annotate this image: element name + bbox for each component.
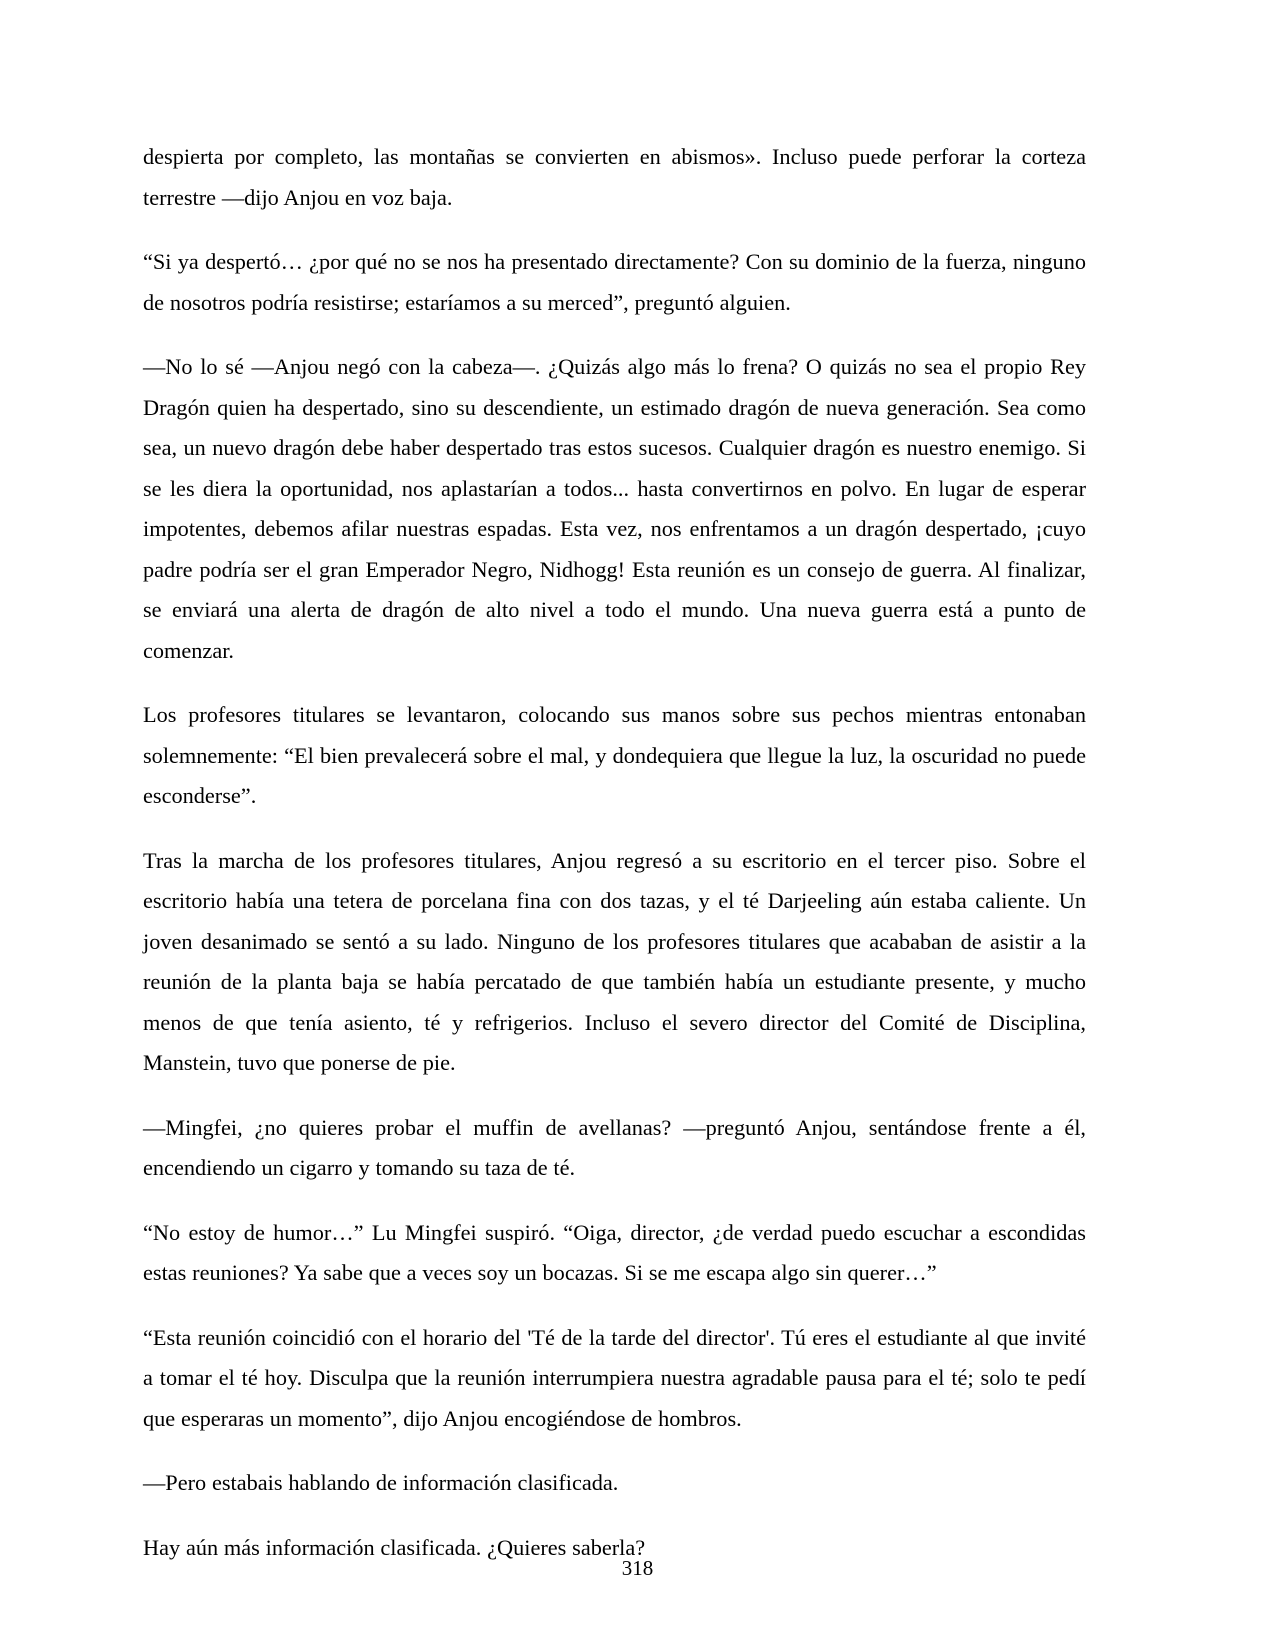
paragraph: Hay aún más información clasificada. ¿Quieres saberla? — [143, 1534, 646, 1560]
paragraph: Los profesores titulares se levantaron, colocando sus manos sobre sus pechos mientras entonaban solemnemente: “El bien prevalecerá sobre el mal, y dondequiera que llegue la luz, la oscuridad no puede esconderse”. — [143, 702, 1086, 808]
paragraph: “No estoy de humor…” Lu Mingfei suspiró. “Oiga, director, ¿de verdad puedo escuchar a escondidas estas reuniones? Ya sabe que a veces soy un bocazas. Si se me escapa algo sin querer…” — [143, 1219, 1086, 1285]
paragraph: Tras la marcha de los profesores titulares, Anjou regresó a su escritorio en el tercer piso. Sobre el escritorio había una tetera de porcelana fina con dos tazas, y el té Darjeeling aún estaba caliente. Un joven desanimado se sentó a su lado. Ninguno de los profesores titulares que acababan de asistir a la reunión de la planta baja se había percatado de que también había un estudiante presente, y mucho menos de que tenía asiento, té y refrigerios. Incluso el severo director del Comité de Disciplina, Manstein, tuvo que ponerse de pie. — [143, 847, 1086, 1075]
paragraph: —Mingfei, ¿no quieres probar el muffin de avellanas? —preguntó Anjou, sentándose frente a él, encendiendo un cigarro y tomando su taza de té. — [143, 1114, 1086, 1180]
page-body-text — [143, 137, 1086, 1568]
paragraph: despierta por completo, las montañas se convierten en abismos». Incluso puede perforar la corteza terrestre —dijo Anjou en voz baja. — [143, 144, 1086, 210]
paragraph: “Si ya despertó… ¿por qué no se nos ha presentado directamente? Con su dominio de la fuerza, ninguno de nosotros podría resistirse; estaríamos a su merced”, preguntó alguien. — [143, 249, 1086, 315]
page-number: 318 — [621, 1556, 654, 1580]
paragraph: —No lo sé —Anjou negó con la cabeza—. ¿Quizás algo más lo frena? O quizás no sea el propio Rey Dragón quien ha despertado, sino su descendiente, un estimado dragón de nueva generación. Sea como sea, un nuevo dragón debe haber despertado tras estos sucesos. Cualquier dragón es nuestro enemigo. Si se les diera la oportunidad, nos aplastarían a todos... hasta convertirnos en polvo. En lugar de esperar impotentes, debemos afilar nuestras espadas. Esta vez, nos enfrentamos a un dragón despertado, ¡cuyo padre podría ser el gran Emperador Negro, Nidhogg! Esta reunión es un consejo de guerra. Al finalizar, se enviará una alerta de dragón de alto nivel a todo el mundo. Una nueva guerra está a punto de comenzar. — [143, 354, 1086, 663]
paragraph: —Pero estabais hablando de información clasificada. — [143, 1470, 619, 1495]
paragraph: “Esta reunión coincidió con el horario del 'Té de la tarde del director'. Tú eres el estudiante al que invité a tomar el té hoy. Disculpa que la reunión interrumpiera nuestra agradable pausa para el té; solo te pedí que esperaras un momento”, dijo Anjou encogiéndose de hombros. — [143, 1324, 1086, 1431]
